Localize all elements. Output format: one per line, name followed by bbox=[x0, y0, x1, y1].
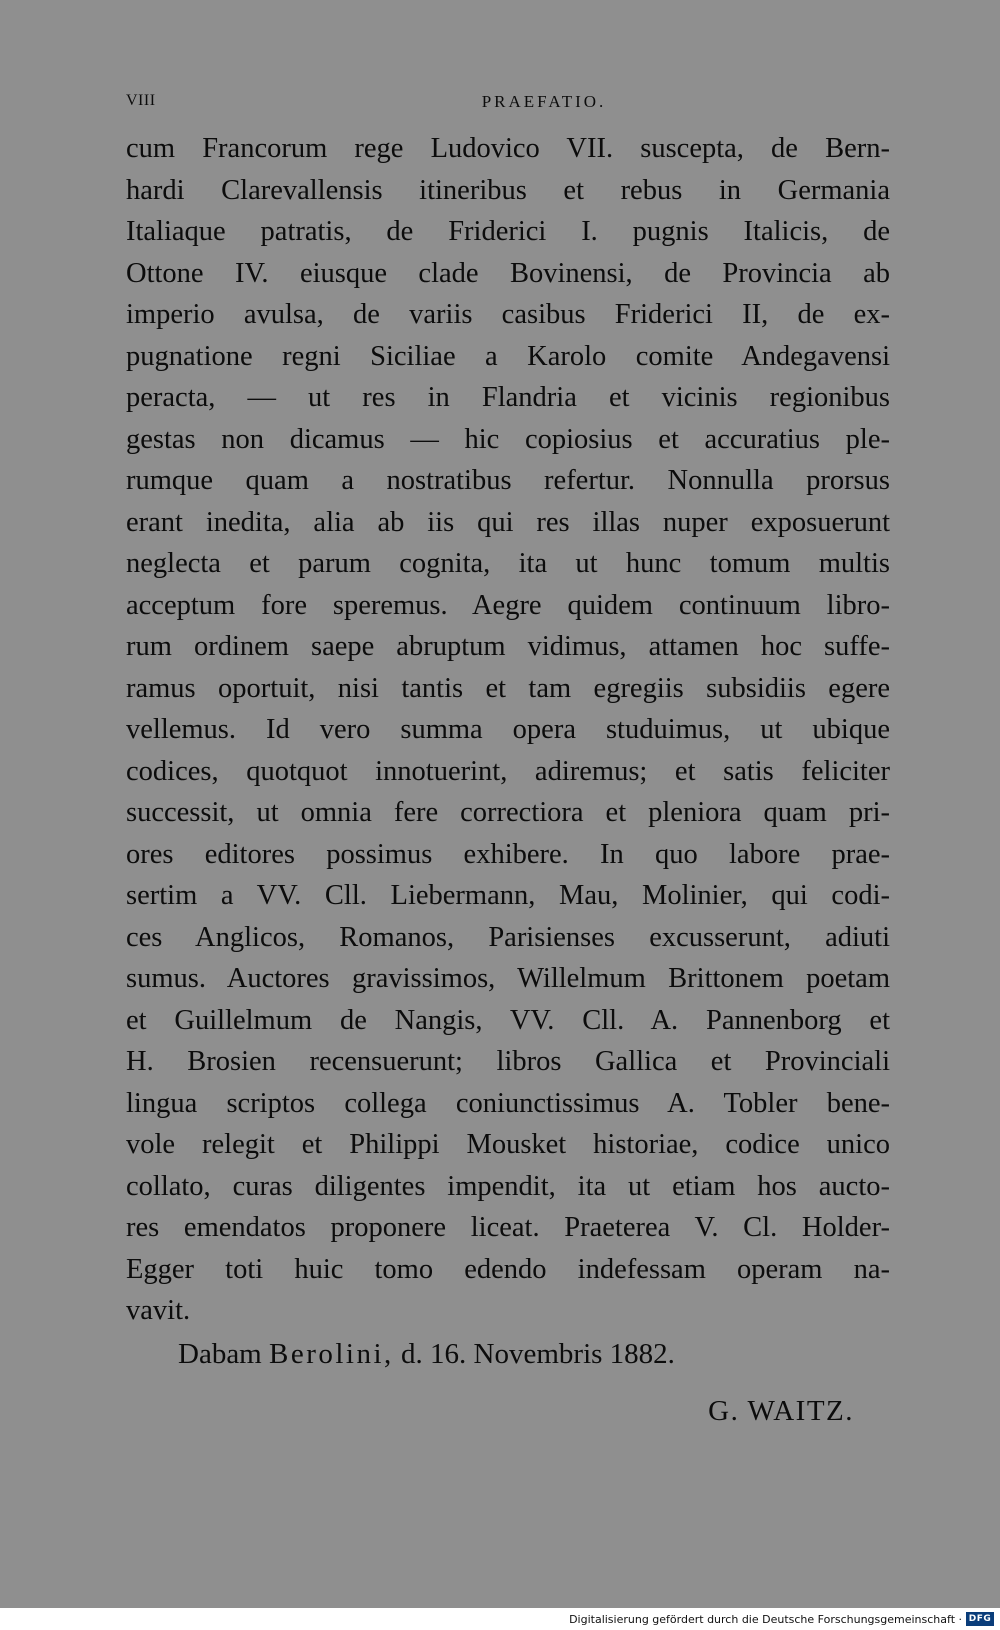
text-line: imperio avulsa, de variis casibus Friderici II, de ex- bbox=[126, 299, 890, 330]
text-line: pugnatione regni Siciliae a Karolo comite Andegavensi bbox=[126, 340, 890, 372]
preface-body bbox=[126, 128, 890, 1332]
text-line: lingua scriptos collega coniunctissimus A. Tobler bene- bbox=[126, 1087, 890, 1119]
text-line: sertim a VV. Cll. Liebermann, Mau, Molinier, qui codi- bbox=[126, 880, 890, 911]
text-line: rumque quam a nostratibus refertur. Nonnulla prorsus bbox=[126, 465, 890, 496]
text-line: vole relegit et Philippi Mousket historiae, codice unico bbox=[126, 1129, 890, 1160]
text-line: ramus oportuit, nisi tantis et tam egregiis subsidiis egere bbox=[126, 672, 890, 704]
author-signature: G. WAITZ. bbox=[708, 1395, 854, 1427]
text-line: acceptum fore speremus. Aegre quidem continuum libro- bbox=[126, 589, 890, 621]
text-line: peracta, — ut res in Flandria et vicinis regionibus bbox=[126, 382, 890, 413]
text-line: vavit. bbox=[126, 1295, 191, 1326]
text-line: gestas non dicamus — hic copiosius et accuratius ple- bbox=[126, 423, 890, 455]
text-line: neglecta et parum cognita, ita ut hunc tomum multis bbox=[126, 548, 890, 579]
text-line: ces Anglicos, Romanos, Parisienses excusserunt, adiuti bbox=[126, 921, 890, 953]
running-title: PRAEFATIO. bbox=[481, 92, 607, 111]
digitization-footer bbox=[0, 1608, 1000, 1630]
text-line: et Guillelmum de Nangis, VV. Cll. A. Pannenborg et bbox=[126, 1004, 890, 1036]
dateline-prefix: Dabam bbox=[178, 1338, 262, 1370]
text-line: res emendatos proponere liceat. Praeterea V. Cl. Holder- bbox=[126, 1212, 890, 1243]
dateline-date: d. 16. Novembris 1882. bbox=[401, 1338, 675, 1370]
page-number: VIII bbox=[126, 92, 156, 109]
text-line: Ottone IV. eiusque clade Bovinensi, de Provincia ab bbox=[126, 257, 890, 289]
text-line: erant inedita, alia ab iis qui res illas nuper exposuerunt bbox=[126, 506, 890, 538]
dateline-city: Berolini, bbox=[269, 1338, 394, 1370]
text-line: vellemus. Id vero summa opera studuimus, ut ubique bbox=[126, 714, 890, 745]
text-line: hardi Clarevallensis itineribus et rebus in Germania bbox=[126, 174, 890, 206]
text-line: rum ordinem saepe abruptum vidimus, attamen hoc suffe- bbox=[126, 631, 890, 662]
text-line: codices, quotquot innotuerint, adiremus; et satis feliciter bbox=[126, 755, 890, 787]
text-line: cum Francorum rege Ludovico VII. suscepta, de Bern- bbox=[126, 133, 890, 164]
text-line: Italiaque patratis, de Friderici I. pugnis Italicis, de bbox=[126, 216, 890, 247]
text-line: ores editores possimus exhibere. In quo labore prae- bbox=[126, 838, 890, 870]
text-line: H. Brosien recensuerunt; libros Gallica et Provinciali bbox=[126, 1046, 890, 1077]
dateline bbox=[178, 1338, 675, 1371]
dfg-logo-icon: DFG bbox=[966, 1612, 994, 1626]
text-line: sumus. Auctores gravissimos, Willelmum Brittonem poetam bbox=[126, 963, 890, 994]
text-line: collato, curas diligentes impendit, ita ut etiam hos aucto- bbox=[126, 1170, 890, 1202]
text-line: Egger toti huic tomo edendo indefessam operam na- bbox=[126, 1253, 890, 1285]
running-header bbox=[126, 92, 892, 118]
text-line: successit, ut omnia fere correctiora et pleniora quam pri- bbox=[126, 797, 890, 828]
funding-credit: Digitalisierung gefördert durch die Deutsche Forschungsgemeinschaft · bbox=[569, 1613, 962, 1626]
